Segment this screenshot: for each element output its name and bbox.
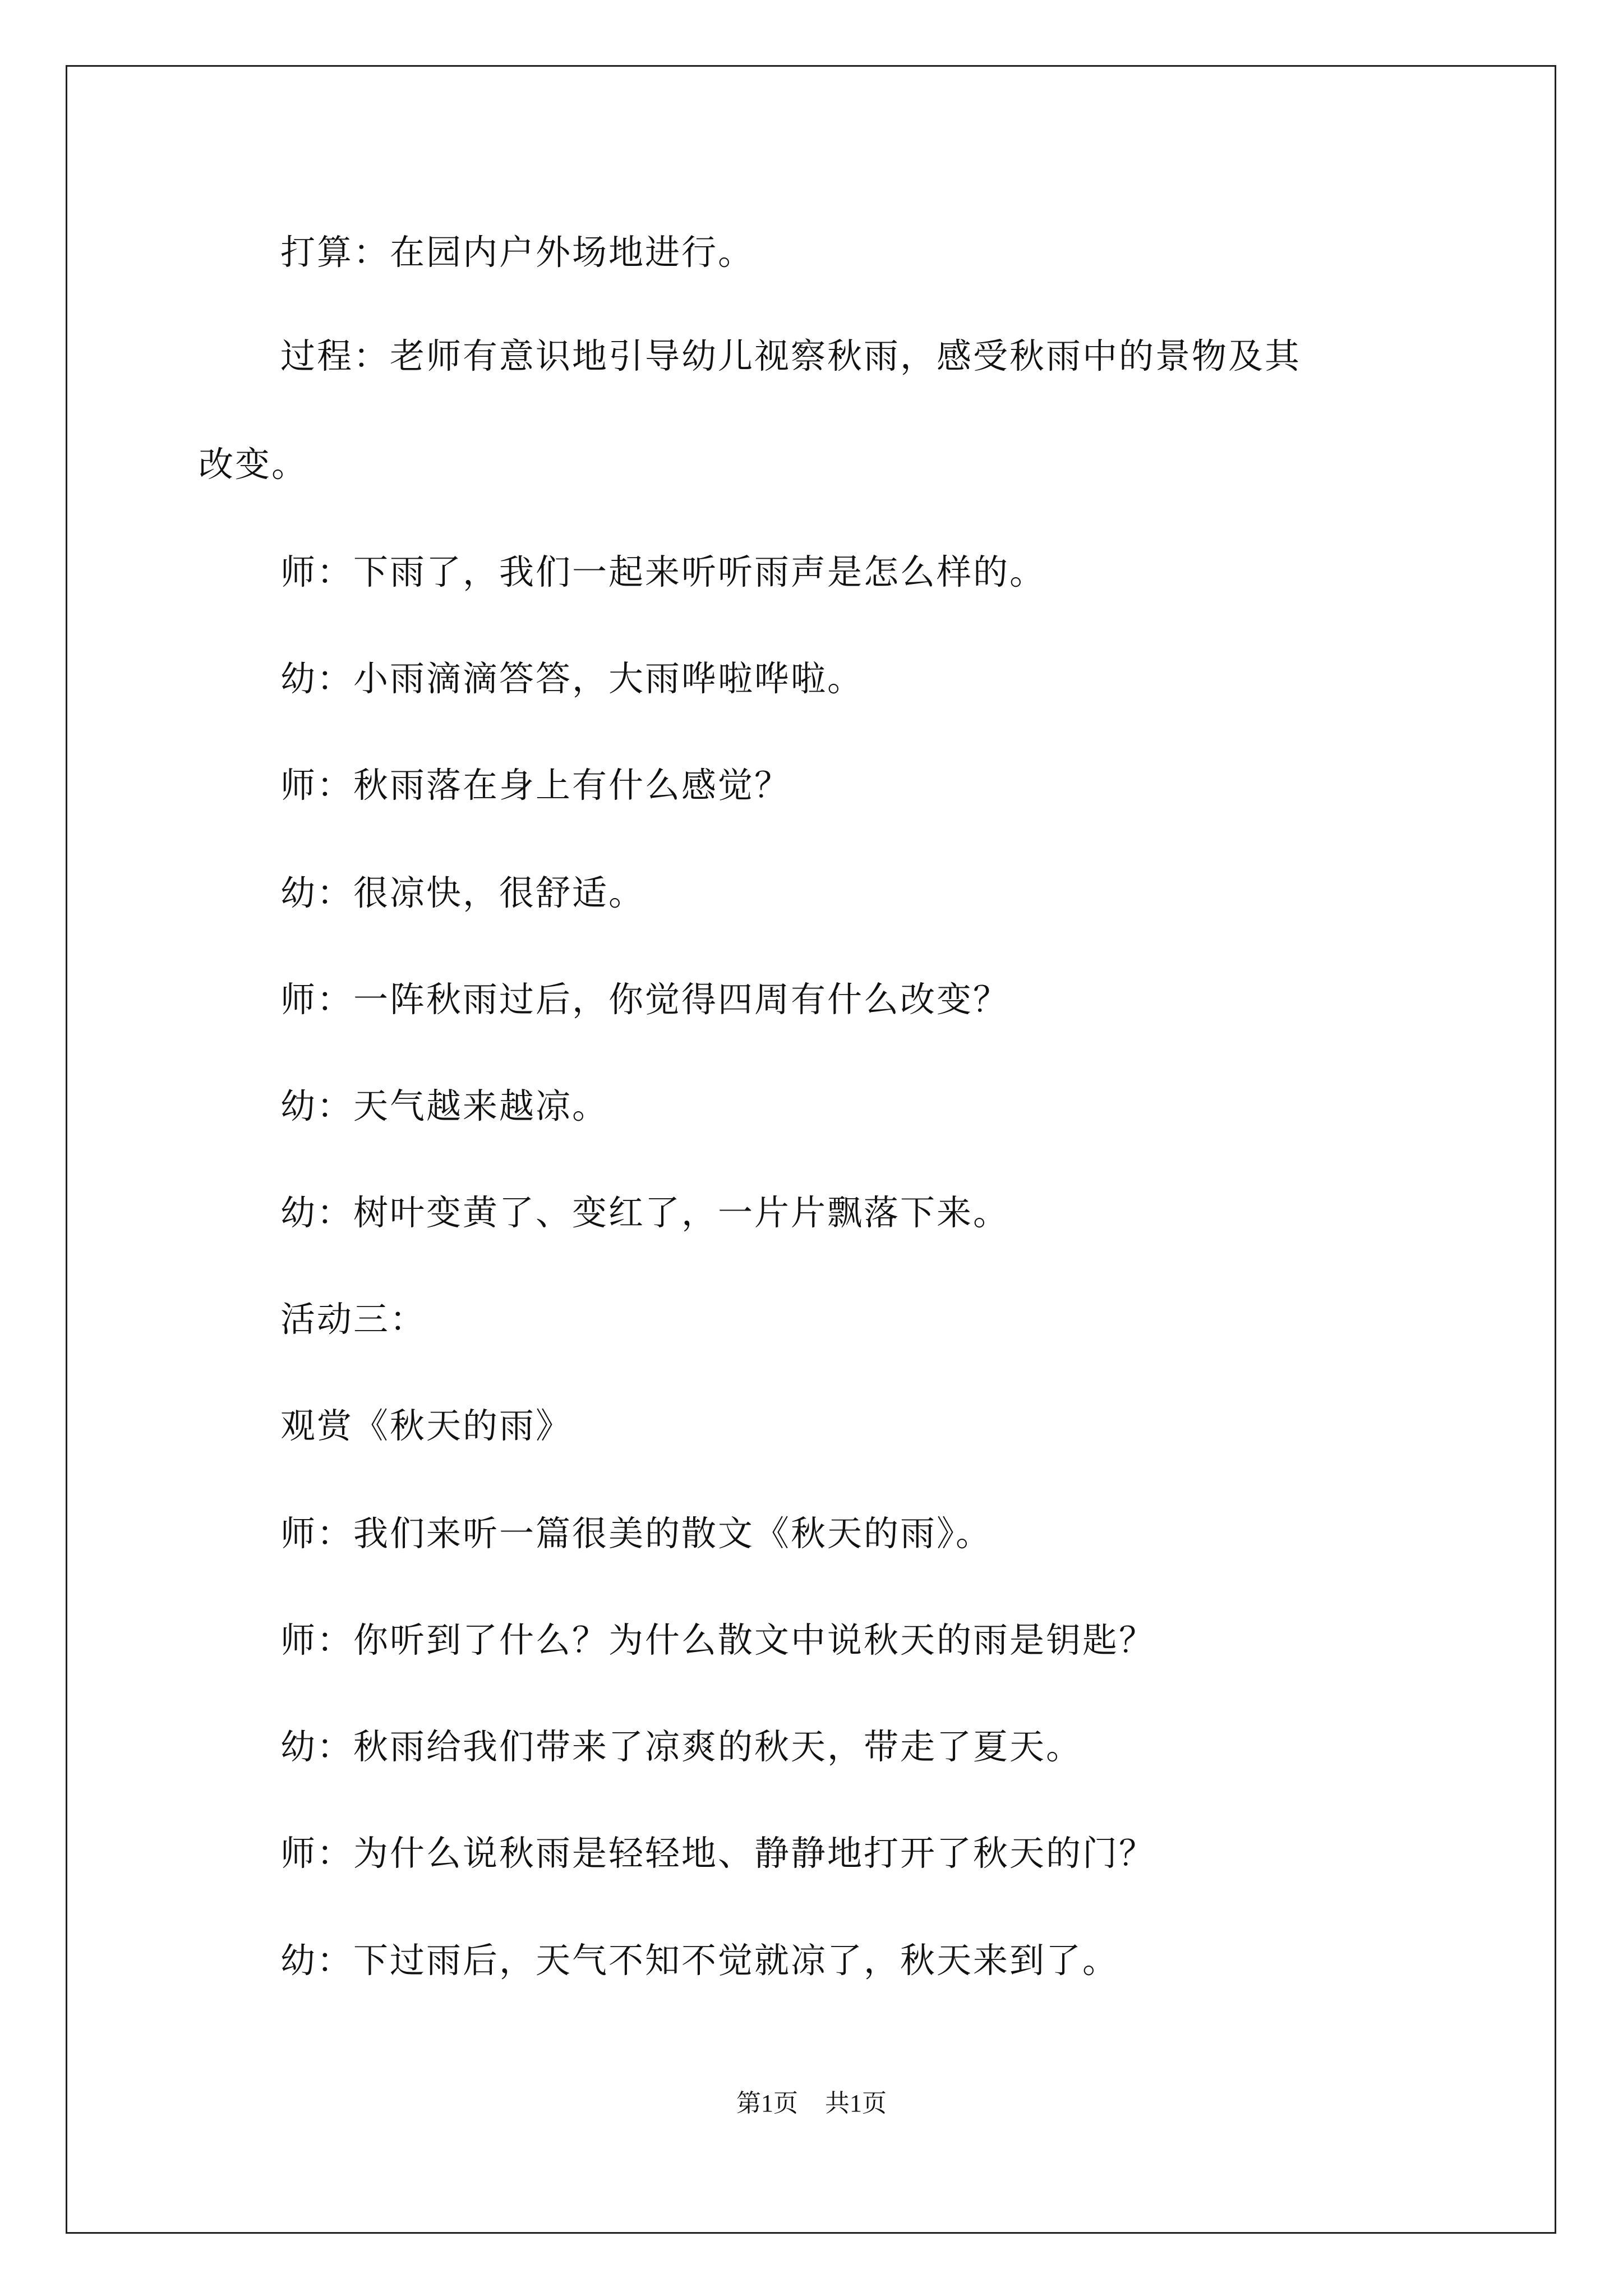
paragraph-dialogue: 幼：天气越来越凉。	[280, 1085, 609, 1126]
paragraph-dialogue: 师：下雨了，我们一起来听听雨声是怎么样的。	[280, 551, 1046, 592]
page-footer	[0, 2088, 1623, 2119]
paragraph-dialogue: 师：一阵秋雨过后，你觉得四周有什么改变？	[280, 979, 1010, 1020]
paragraph-process-continued: 改变。	[199, 444, 308, 485]
paragraph-dialogue: 幼：树叶变黄了、变红了，一片片飘落下来。	[280, 1192, 1010, 1233]
page-total: 共1页	[825, 2090, 887, 2117]
paragraph-dialogue: 师：我们来听一篇很美的散文《秋天的雨》。	[280, 1513, 993, 1554]
paragraph-dialogue: 师：你听到了什么？为什么散文中说秋天的雨是钥匙？	[280, 1619, 1156, 1660]
paragraph-dialogue: 幼：小雨滴滴答答，大雨哗啦哗啦。	[280, 658, 864, 699]
paragraph-dialogue: 幼：下过雨后，天气不知不觉就凉了，秋天来到了。	[280, 1940, 1119, 1981]
paragraph-plan: 打算：在园内户外场地进行。	[280, 232, 755, 273]
paragraph-activity-title: 观赏《秋天的雨》	[280, 1405, 573, 1446]
paragraph-dialogue: 幼：很凉快，很舒适。	[280, 872, 645, 913]
paragraph-process: 过程：老师有意识地引导幼儿视察秋雨，感受秋雨中的景物及其	[280, 335, 1302, 376]
page-number: 第1页	[736, 2090, 798, 2117]
paragraph-dialogue: 师：秋雨落在身上有什么感觉？	[280, 765, 791, 806]
paragraph-activity-heading: 活动三：	[280, 1299, 427, 1340]
paragraph-dialogue: 幼：秋雨给我们带来了凉爽的秋天，带走了夏天。	[280, 1726, 1083, 1767]
paragraph-dialogue: 师：为什么说秋雨是轻轻地、静静地打开了秋天的门？	[280, 1833, 1156, 1874]
